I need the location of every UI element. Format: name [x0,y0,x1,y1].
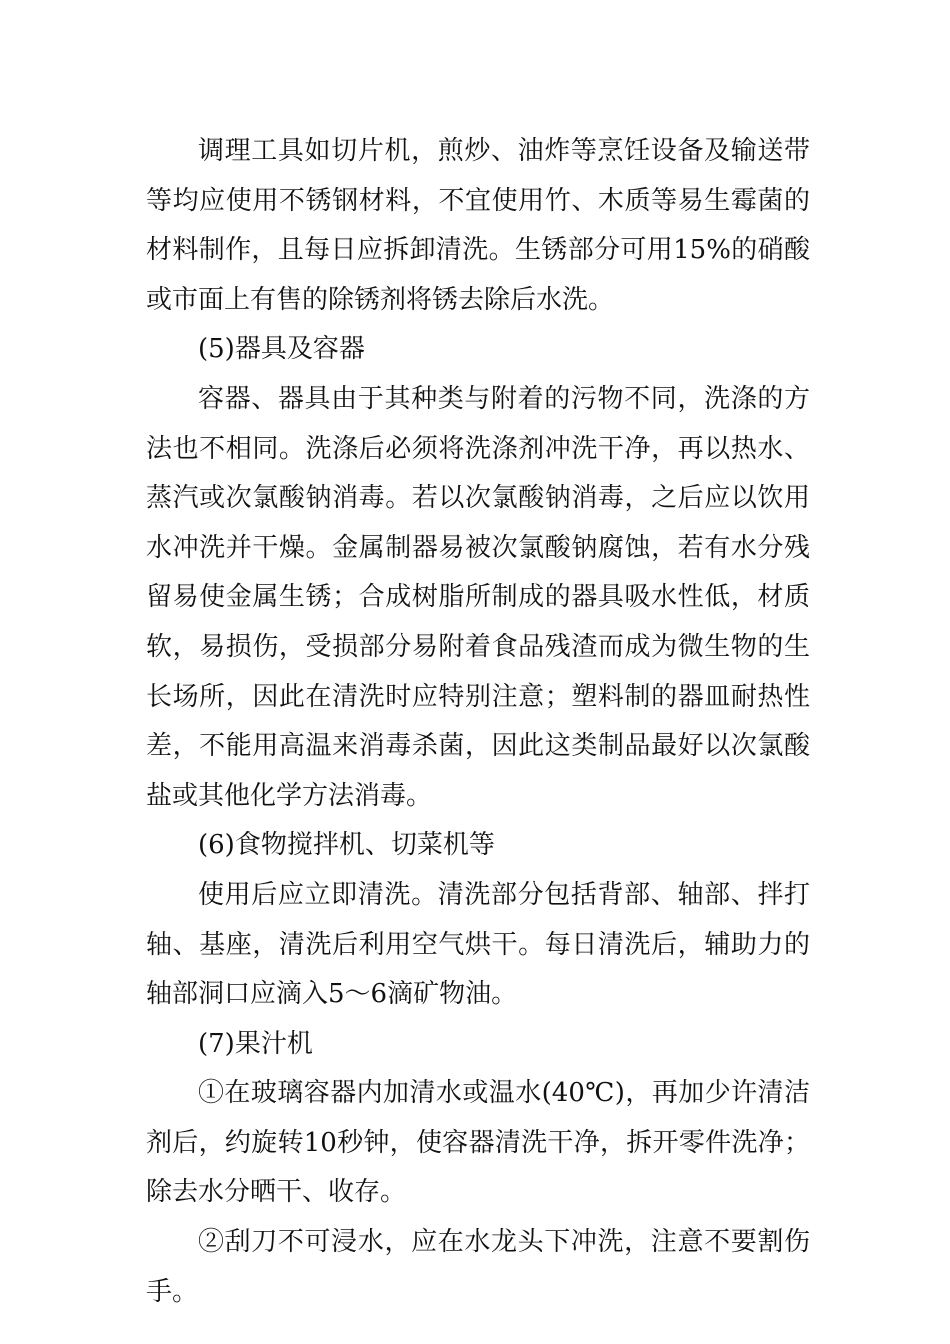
heading-mixer-slicer: (6)食物搅拌机、切菜机等 [198,830,495,861]
paragraph-mixer-slicer: 使用后应立即清洗。清洗部分包括背部、轴部、拌打轴、基座，清洗后利用空气烘干。每日清洗后，辅助力的轴部洞口应滴入5～6滴矿物油。 [146,879,810,1010]
paragraph-juicer-step-1: ①在玻璃容器内加清水或温水(40℃)，再加少许清洁剂后，约旋转10秒钟，使容器清洗干净，拆开零件洗净；除去水分晒干、收存。 [146,1078,810,1208]
document-body [146,127,810,1317]
paragraph-utensils-containers: 容器、器具由于其种类与附着的污物不同，洗涤的方法也不相同。洗涤后必须将洗涤剂冲洗干净，再以热水、蒸汽或次氯酸钠消毒。若以次氯酸钠消毒，之后应以饮用水冲洗并干燥。金属制器易被次氯酸钠腐蚀，若有水分残留易使金属生锈；合成树脂所制成的器具吸水性低，材质软，易损伤，受损部分易附着食品残渣而成为微生物的生长场所，因此在清洗时应特别注意；塑料制的器皿耐热性差，不能用高温来消毒杀菌，因此这类制品最好以次氯酸盐或其他化学方法消毒。 [146,383,810,811]
paragraph-cooking-tools: 调理工具如切片机，煎炒、油炸等烹饪设备及输送带等均应使用不锈钢材料，不宜使用竹、木质等易生霉菌的材料制作，且每日应拆卸清洗。生锈部分可用15%的硝酸或市面上有售的除锈剂将锈去除后水洗。 [146,136,810,315]
paragraph-juicer-step-2: ②刮刀不可浸水，应在水龙头下冲洗，注意不要割伤手。 [146,1227,810,1307]
heading-juicer: (7)果汁机 [198,1028,313,1059]
heading-utensils-containers: (5)器具及容器 [198,334,365,365]
